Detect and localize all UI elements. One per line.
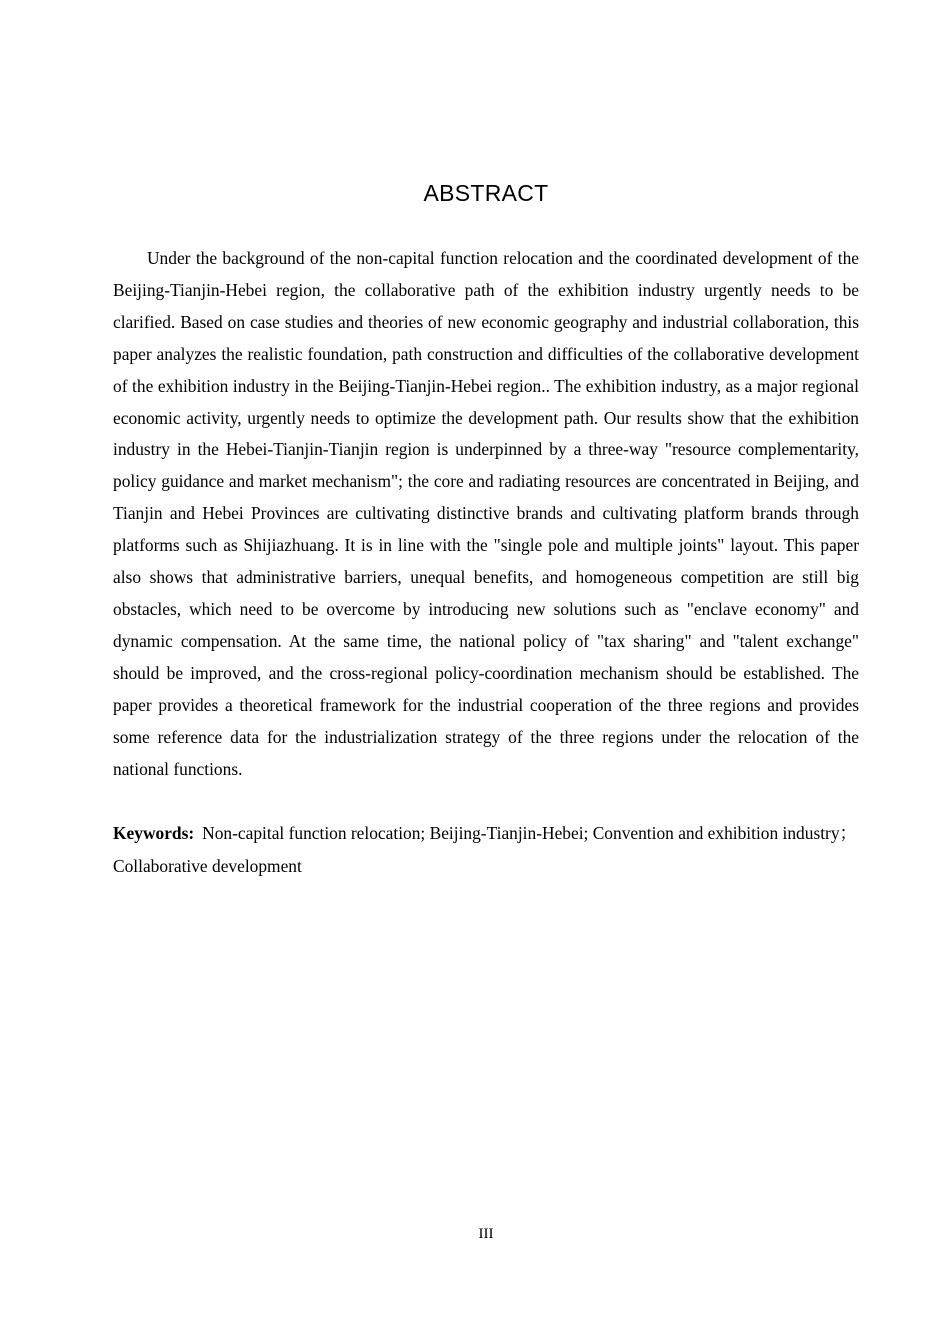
abstract-body: Under the background of the non-capital function relocation and the coordinated development of the Beijing-Tianjin-Hebei region, the collaborative path of the exhibition industry urgently needs to be clarified. Based on case studies and theories of new economic geography and industrial collaboration, this paper analyzes the realistic foundation, path construction and difficulties of the collaborative development of the exhibition industry in the Beijing-Tianjin-Hebei region.. The exhibition industry, as a major regional economic activity, urgently needs to optimize the development path. Our results show that the exhibition industry in the Hebei-Tianjin-Tianjin region is underpinned by a three-way "resource complementarity, policy guidance and market mechanism"; the core and radiating resources are concentrated in Beijing, and Tianjin and Hebei Provinces are cultivating distinctive brands and cultivating platform brands through platforms such as Shijiazhuang. It is in line with the "single pole and multiple joints" layout. This paper also shows that administrative barriers, unequal benefits, and homogeneous competition are still big obstacles, which need to be overcome by introducing new solutions such as "enclave economy" and dynamic compensation. At the same time, the national policy of "tax sharing" and "talent exchange" should be improved, and the cross-regional policy-coordination mechanism should be established. The paper provides a theoretical framework for the industrial cooperation of the three regions and provides some reference data for the industrialization strategy of the three regions under the relocation of the national functions. bbox=[113, 248, 859, 779]
keywords-line bbox=[113, 817, 859, 882]
keywords-text: Non-capital function relocation; Beijing-Tianjin-Hebei; Convention and exhibition industry；Collaborative development bbox=[113, 823, 857, 876]
keywords-label: Keywords: bbox=[113, 823, 195, 843]
page-number: III bbox=[478, 1226, 494, 1242]
abstract-heading: ABSTRACT bbox=[423, 180, 549, 206]
